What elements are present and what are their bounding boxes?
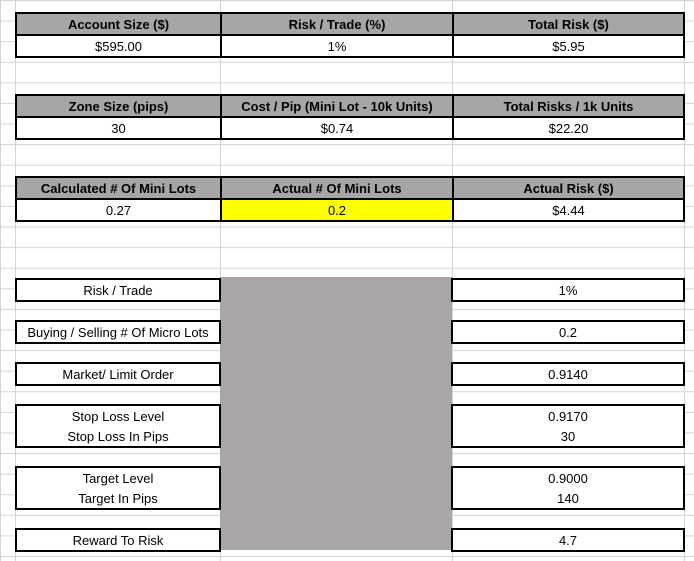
value-target-level: 0.9000: [548, 470, 588, 486]
header-cost-per-pip[interactable]: Cost / Pip (Mini Lot - 10k Units): [222, 96, 454, 118]
cell-zone-size[interactable]: 30: [17, 118, 222, 138]
header-actual-mini-lots[interactable]: Actual # Of Mini Lots: [222, 178, 454, 200]
value-box-order[interactable]: [451, 362, 685, 386]
value-stop-loss-level: 0.9170: [548, 408, 588, 424]
label-target-pips: Target In Pips: [78, 490, 158, 506]
value-order: 0.9140: [548, 366, 588, 382]
label-box-reward[interactable]: [15, 528, 221, 552]
header-zone-size[interactable]: Zone Size (pips): [17, 96, 222, 118]
value-box-risk-trade[interactable]: [451, 278, 685, 302]
label-target-level: Target Level: [82, 470, 154, 486]
header-total-risk[interactable]: Total Risk ($): [454, 14, 683, 36]
cell-actual-risk[interactable]: $4.44: [454, 200, 683, 220]
header-risk-trade-pct[interactable]: Risk / Trade (%): [222, 14, 454, 36]
label-box-target[interactable]: [15, 466, 221, 510]
cell-cost-per-pip[interactable]: $0.74: [222, 118, 454, 138]
value-risk-trade: 1%: [558, 282, 578, 298]
zone-cost-table: [15, 94, 685, 140]
label-box-stop-loss[interactable]: [15, 404, 221, 448]
label-box-micro-lots[interactable]: [15, 320, 221, 344]
cell-actual-mini-lots-input[interactable]: 0.2: [222, 200, 454, 220]
header-calculated-mini-lots[interactable]: Calculated # Of Mini Lots: [17, 178, 222, 200]
header-actual-risk[interactable]: Actual Risk ($): [454, 178, 683, 200]
value-micro-lots: 0.2: [558, 324, 578, 340]
cell-account-size[interactable]: $595.00: [17, 36, 222, 56]
value-target-pips: 140: [557, 490, 579, 506]
value-box-micro-lots[interactable]: [451, 320, 685, 344]
cell-total-risks-1k[interactable]: $22.20: [454, 118, 683, 138]
label-box-order[interactable]: [15, 362, 221, 386]
label-box-risk-trade[interactable]: [15, 278, 221, 302]
cell-calculated-mini-lots[interactable]: 0.27: [17, 200, 222, 220]
header-account-size[interactable]: Account Size ($): [17, 14, 222, 36]
lot-size-table: [15, 176, 685, 222]
cell-risk-trade-pct[interactable]: 1%: [222, 36, 454, 56]
label-stop-loss-pips: Stop Loss In Pips: [67, 428, 169, 444]
account-risk-table: [15, 12, 685, 58]
label-risk-trade: Risk / Trade: [83, 282, 153, 298]
blank-shaded-area: [220, 277, 452, 550]
value-reward-to-risk: 4.7: [558, 532, 578, 548]
value-box-target[interactable]: [451, 466, 685, 510]
header-total-risks-1k[interactable]: Total Risks / 1k Units: [454, 96, 683, 118]
label-order: Market/ Limit Order: [62, 366, 174, 382]
value-stop-loss-pips: 30: [560, 428, 576, 444]
value-box-reward[interactable]: [451, 528, 685, 552]
label-reward-to-risk: Reward To Risk: [72, 532, 164, 548]
label-stop-loss-level: Stop Loss Level: [71, 408, 165, 424]
cell-total-risk[interactable]: $5.95: [454, 36, 683, 56]
label-micro-lots: Buying / Selling # Of Micro Lots: [27, 324, 209, 340]
value-box-stop-loss[interactable]: [451, 404, 685, 448]
